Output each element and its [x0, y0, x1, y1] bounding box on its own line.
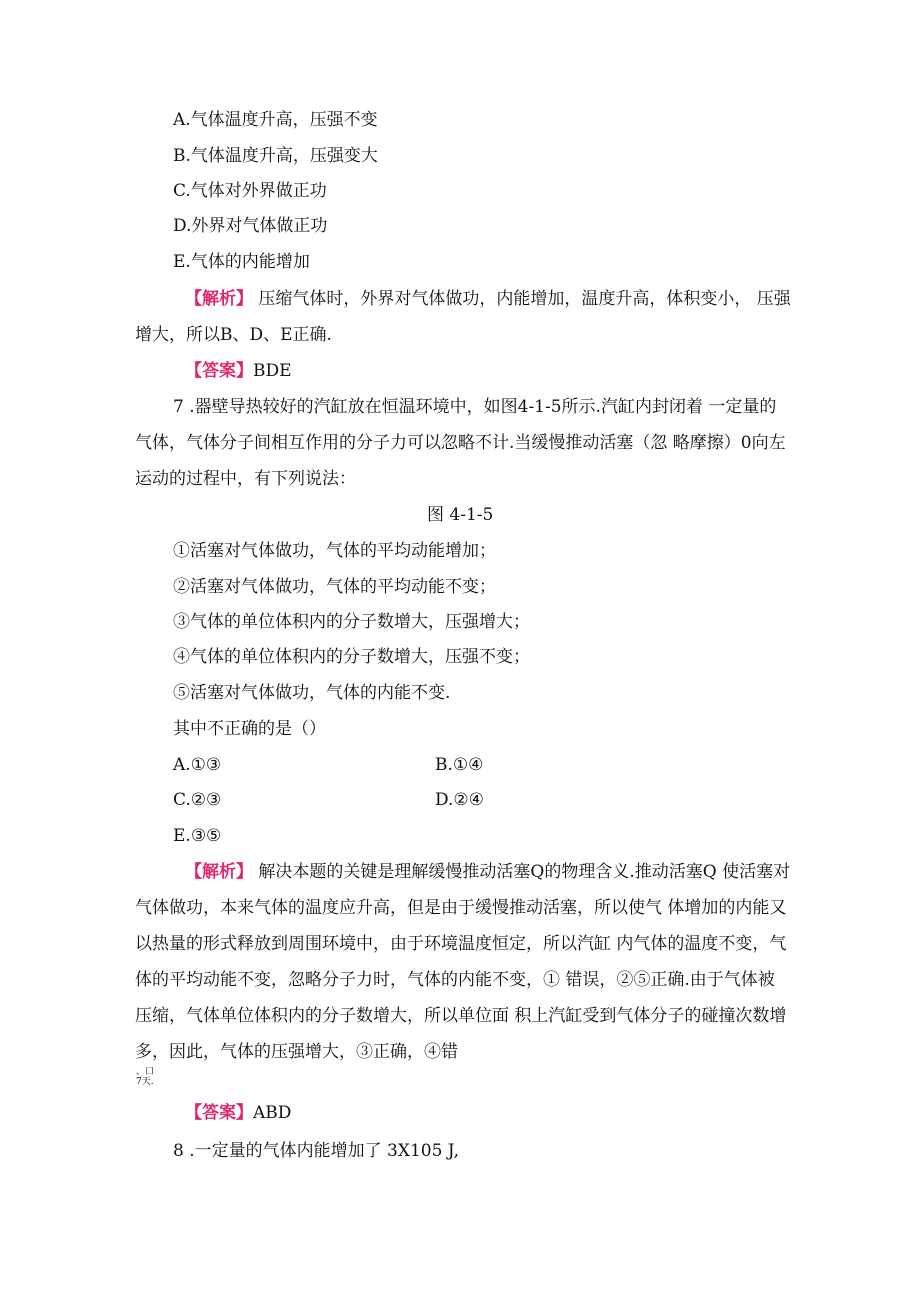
q7-option-e: E.③⑤ [173, 826, 222, 846]
q7-stem-line-3: 运动的过程中，有下列说法： [135, 469, 356, 489]
q7-option-b: B.①④ [435, 755, 484, 775]
q7-stem-line-2: 气体，气体分子间相互作用的分子力可以忽略不计.当缓慢推动活塞（忽 略摩擦）0向左 [135, 433, 786, 453]
q7-answer-value: ABD [253, 1103, 292, 1123]
q6-answer-tag: 【答案】 [185, 361, 253, 381]
q7-statement-1: ①活塞对气体做功，气体的平均动能增加； [173, 541, 496, 561]
q6-option-a: A.气体温度升高，压强不变 [173, 110, 378, 130]
q6-analysis-text-1: 压缩气体时，外界对气体做功，内能增加，温度升高，体积变小， 压强 [258, 289, 791, 309]
q7-option-a: A.①③ [173, 755, 222, 775]
q7-analysis-line-6: 多，因此，气体的压强增大，③正确，④错 [135, 1042, 458, 1062]
q7-statement-2: ②活塞对气体做功，气体的平均动能不变； [173, 577, 496, 597]
footnote-mark-bottom: 7天. [136, 1077, 154, 1087]
figure-caption: 图 4-1-5 [427, 505, 494, 525]
q7-answer-tag: 【答案】 [185, 1103, 253, 1123]
q7-answer [185, 1103, 291, 1123]
q7-statement-4: ④气体的单位体积内的分子数增大，压强不变； [173, 647, 530, 667]
q6-option-e: E.气体的内能增加 [173, 252, 310, 272]
q6-analysis-line-2: 增大，所以B、D、E正确. [135, 325, 332, 345]
q7-analysis-tag: 【解析】 [185, 862, 253, 882]
q7-statement-3: ③气体的单位体积内的分子数增大，压强增大； [173, 612, 530, 632]
q7-statement-5: ⑤活塞对气体做功，气体的内能不变. [173, 683, 451, 703]
q6-option-d: D.外界对气体做正功 [173, 216, 328, 236]
q6-analysis-tag: 【解析】 [185, 289, 253, 309]
footnote-mark-top: 、口 [136, 1067, 155, 1077]
q6-answer [185, 361, 292, 381]
q7-analysis-line-3: 以热量的形式释放到周围环境中，由于环境温度恒定，所以汽缸 内气体的温度不变，气 [135, 934, 787, 954]
q7-question: 其中不正确的是（） [173, 719, 326, 739]
q7-option-c: C.②③ [173, 790, 222, 810]
q7-analysis-line-4: 体的平均动能不变，忽略分子力时，气体的内能不变，① 错误，②⑤正确.由于气体被 [135, 970, 775, 990]
q7-option-d: D.②④ [435, 790, 484, 810]
q6-option-c: C.气体对外界做正功 [173, 181, 327, 201]
q6-answer-value: BDE [253, 361, 292, 381]
q7-analysis-text-1: 解决本题的关键是理解缓慢推动活塞Q的物理含义.推动活塞Q 使活塞对 [258, 862, 791, 882]
q6-analysis-line-1 [185, 289, 791, 309]
q6-option-b: B.气体温度升高，压强变大 [173, 146, 378, 166]
q7-analysis-line-1 [185, 862, 790, 882]
q7-stem-line-1: 7 .器壁导热较好的汽缸放在恒温环境中，如图4-1-5所示.汽缸内封闭着 一定量的 [173, 397, 777, 417]
q7-analysis-line-5: 压缩，气体单位体积内的分子数增大，所以单位面 积上汽缸受到气体分子的碰撞次数增 [135, 1006, 787, 1026]
q8-stem: 8 .一定量的气体内能增加了 3X105 J, [173, 1141, 460, 1161]
q7-analysis-line-2: 气体做功，本来气体的温度应升高，但是由于缓慢推动活塞，所以使气 体增加的内能又 [135, 898, 787, 918]
